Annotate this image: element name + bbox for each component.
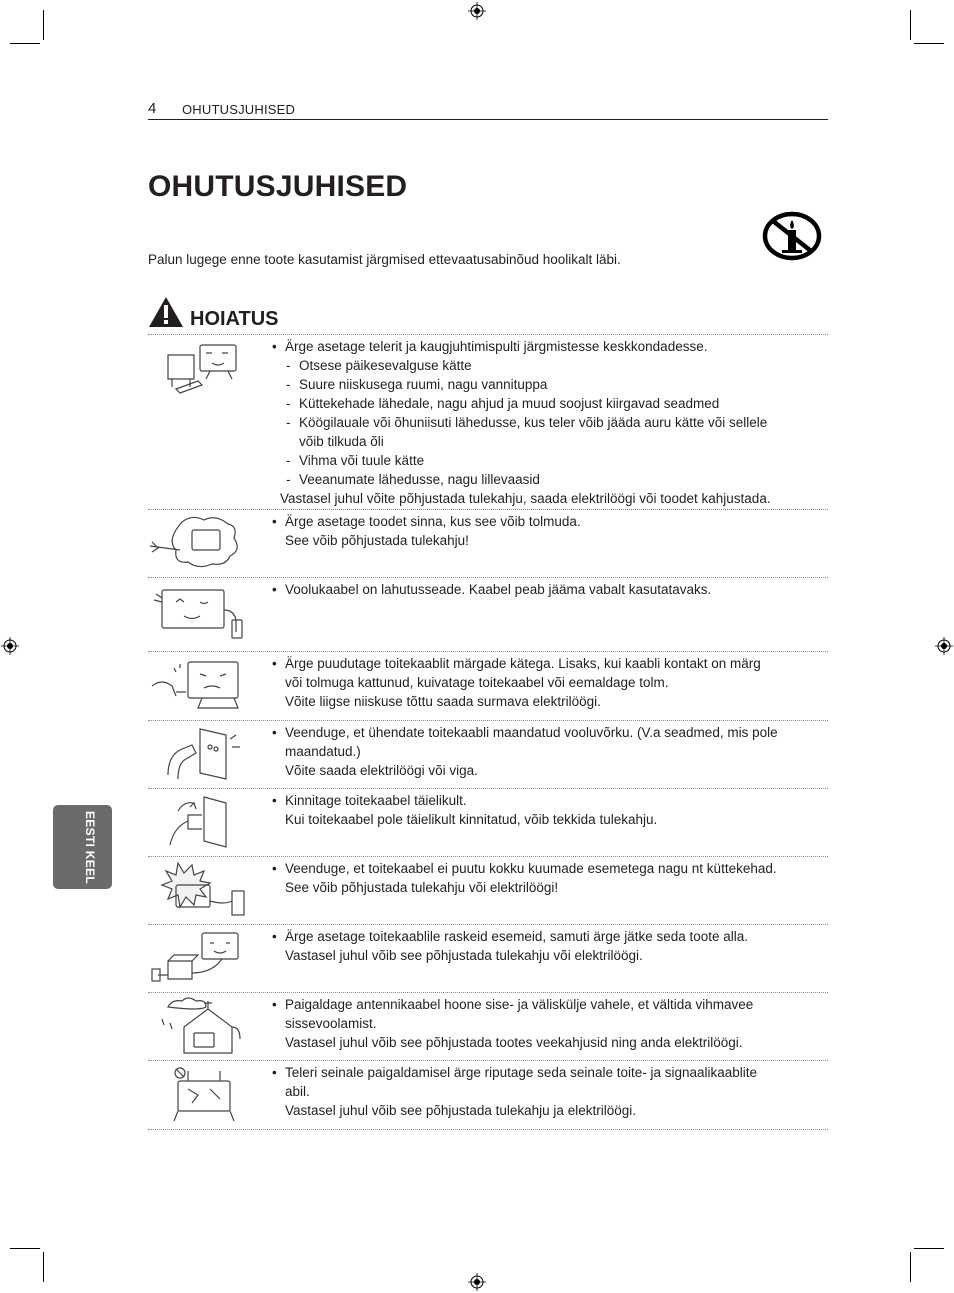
warning-label: HOIATUS — [190, 308, 279, 330]
crop-mark — [43, 10, 44, 40]
wet-hands-illustration — [148, 656, 248, 716]
sub-item: - Vihma või tuule kätte — [270, 451, 814, 470]
heavy-object-cable-illustration — [148, 929, 248, 989]
warning-text — [270, 723, 814, 780]
plug-insert-illustration — [148, 793, 248, 853]
warning-item — [148, 510, 828, 578]
warning-text — [270, 1063, 814, 1120]
warning-continuation: See võib põhjustada tulekahju! — [285, 533, 469, 548]
warning-text — [270, 654, 814, 711]
warning-triangle-icon — [148, 296, 184, 328]
bullet-text: • Voolukaabel on lahutusseade. Kaabel peab jääma vabalt kasutatavaks. — [270, 580, 814, 599]
warning-item — [148, 335, 828, 510]
bullet-text: • Teleri seinale paigaldamisel ärge riputage seda seinale toite- ja signaalikaablite — [270, 1063, 814, 1082]
intro-text: Palun lugege enne toote kasutamist järgmised ettevaatusabinõud hoolikalt läbi. — [148, 252, 621, 267]
consequence-text: Vastasel juhul võite põhjustada tulekahju, saada elektrilöögi või toodet kahjustada. — [280, 491, 771, 506]
crop-mark — [43, 1252, 44, 1282]
grounded-outlet-illustration — [148, 725, 248, 785]
warning-item — [148, 993, 828, 1061]
tv-environment-illustration — [148, 339, 248, 399]
warning-continuation: sissevoolamist. — [285, 1016, 377, 1031]
sub-item: - Otsese päikesevalguse kätte — [270, 356, 814, 375]
dusty-tv-illustration — [148, 514, 248, 574]
bullet-text: • Ärge asetage toitekaablile raskeid esemeid, samuti ärge jätke seda toote alla. — [270, 927, 814, 946]
crop-mark — [10, 43, 40, 44]
warning-text — [270, 791, 814, 829]
warning-item — [148, 857, 828, 925]
warning-continuation: Võite saada elektrilöögi või viga. — [285, 763, 478, 778]
warning-text — [270, 337, 814, 508]
registration-mark-icon — [1, 637, 19, 655]
warning-text — [270, 995, 814, 1052]
warning-continuation: või tolmuga kattunud, kuivatage toitekaabel või eemaldage tolm. — [285, 675, 669, 690]
warning-item — [148, 721, 828, 789]
crop-mark — [914, 1248, 944, 1249]
warning-text — [270, 512, 814, 550]
wall-mount-cable-illustration — [148, 1065, 248, 1125]
bullet-text: • Kinnitage toitekaabel täielikult. — [270, 791, 814, 810]
language-label: EESTI KEEL — [83, 811, 97, 885]
no-candle-icon — [762, 210, 822, 262]
bullet-text: • Veenduge, et toitekaabel ei puutu kokku kuumade esemetega nagu nt küttekehad. — [270, 859, 814, 878]
registration-mark-icon — [935, 637, 953, 655]
sub-item-continuation: võib tilkuda õli — [299, 434, 384, 449]
warning-item — [148, 578, 828, 652]
warning-continuation: Vastasel juhul võib see põhjustada tulekahju või elektrilöögi. — [285, 948, 643, 963]
warning-item — [148, 925, 828, 993]
crop-mark — [914, 43, 944, 44]
registration-mark-icon — [468, 2, 486, 20]
warning-list — [148, 334, 828, 1130]
warning-item — [148, 652, 828, 721]
page-header — [148, 100, 828, 120]
warning-continuation: See võib põhjustada tulekahju või elektrilöögi! — [285, 880, 559, 895]
page-title: OHUTUSJUHISED — [148, 170, 408, 203]
heater-cable-illustration — [148, 861, 248, 921]
bullet-text: • Paigaldage antennikaabel hoone sise- ja väliskülje vahele, et vältida vihmavee — [270, 995, 814, 1014]
warning-text — [270, 580, 814, 599]
bullet-text: • Ärge asetage toodet sinna, kus see võib tolmuda. — [270, 512, 814, 531]
warning-continuation: maandatud.) — [285, 744, 361, 759]
antenna-cable-illustration — [148, 997, 248, 1057]
sub-item: - Köögilauale või õhuniisuti lähedusse, kus teler võib jääda auru kätte või sellele — [270, 413, 814, 432]
warning-text — [270, 859, 814, 897]
crop-mark — [910, 1252, 911, 1282]
warning-continuation: Vastasel juhul võib see põhjustada tulekahju ja elektrilöögi. — [285, 1103, 636, 1118]
running-title: OHUTUSJUHISED — [182, 102, 296, 117]
warning-item — [148, 1061, 828, 1130]
warning-continuation: Kui toitekaabel pole täielikult kinnitatud, võib tekkida tulekahju. — [285, 812, 658, 827]
warning-continuation: Vastasel juhul võib see põhjustada tootes veekahjusid ning anda elektrilöögi. — [285, 1035, 743, 1050]
bullet-text: • Ärge asetage telerit ja kaugjuhtimispulti järgmistesse keskkondadesse. — [270, 337, 814, 356]
sub-item: - Suure niiskusega ruumi, nagu vannituppa — [270, 375, 814, 394]
sub-item: - Küttekehade lähedale, nagu ahjud ja muud soojust kiirgavad seadmed — [270, 394, 814, 413]
bullet-text: • Veenduge, et ühendate toitekaabli maandatud vooluvõrku. (V.a seadmed, mis pole — [270, 723, 814, 742]
warning-text — [270, 927, 814, 965]
language-side-tab — [53, 805, 112, 889]
crop-mark — [910, 10, 911, 40]
warning-item — [148, 789, 828, 857]
bullet-text: • Ärge puudutage toitekaablit märgade kätega. Lisaks, kui kaabli kontakt on märg — [270, 654, 814, 673]
registration-mark-icon — [468, 1273, 486, 1291]
crop-mark — [10, 1248, 40, 1249]
page-number: 4 — [148, 100, 157, 117]
sub-item: - Veeanumate lähedusse, nagu lillevaasid — [270, 470, 814, 489]
warning-continuation: abil. — [285, 1084, 310, 1099]
plug-access-illustration — [148, 582, 248, 642]
warning-continuation: Võite liigse niiskuse tõttu saada surmava elektrilöögi. — [285, 694, 601, 709]
